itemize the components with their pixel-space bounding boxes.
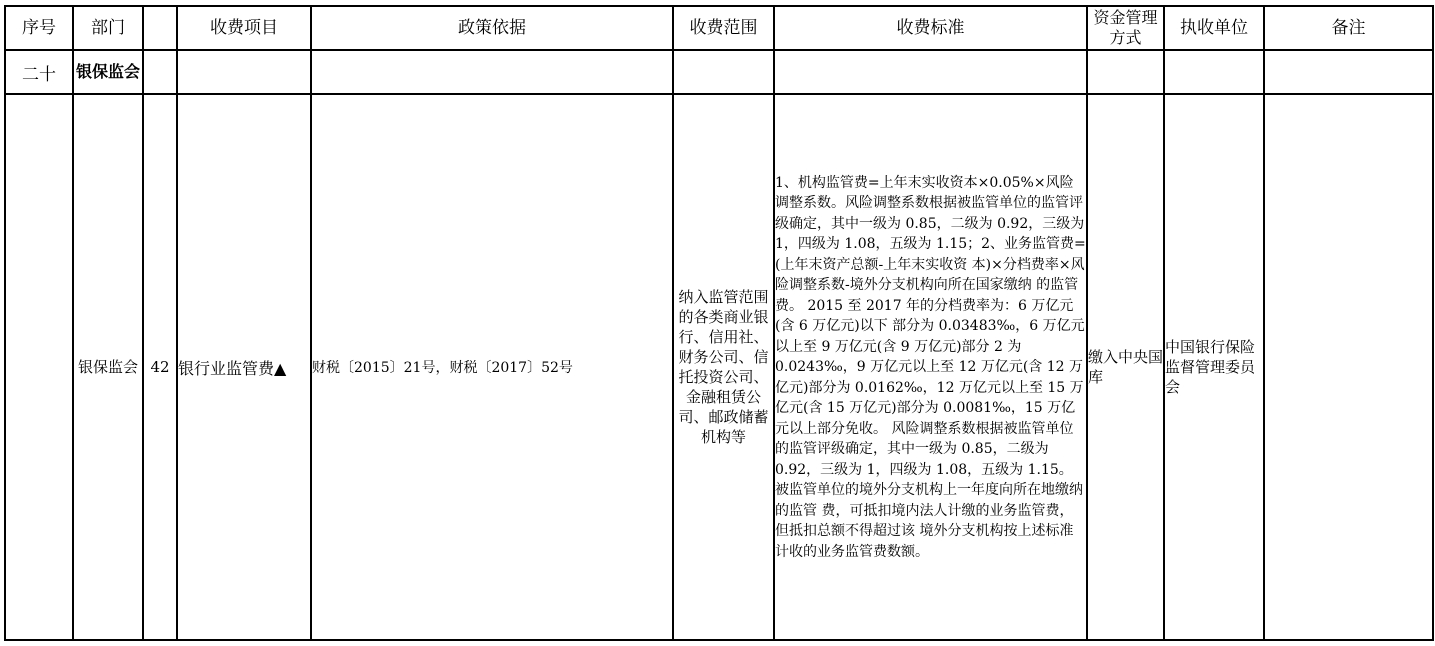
section-empty-cell — [673, 50, 774, 94]
header-standard: 收费标准 — [774, 6, 1087, 50]
header-item: 收费项目 — [177, 6, 311, 50]
fee-table — [4, 5, 1434, 641]
row-dept: 银保监会 — [73, 94, 143, 640]
header-scope: 收费范围 — [673, 6, 774, 50]
row-standard: 1、机构监管费=上年末实收资本×0.05%×风险调整系数。风险调整系数根据被监管单位的监管评级确定，其中一级为 0.85，二级为 0.92，三级为 1，四级为 1.08，五级为 1.15；2、业务监管费=(上年末资产总额-上年末实收资 本)×分档费率×风险调整系数-境外分支机构向所在国家缴纳 的监管费。 2015 至 2017 年的分档费率为：6 万亿元(含 6 万亿元)以下 部分为 0.03483‰，6 万亿元以上至 9 万亿元(含 9 万亿元)部分 2 为 0.0243‰，9 万亿元以上至 12 万亿元(含 12 万亿元)部分为 0.0162‰，12 万亿元以上至 15 万亿元(含 15 万亿元)部分为 0.0081‰，15 万亿元以上部分免收。 风险调整系数根据被监管单位的监管评级确定，其中一级为 0.85，二级为 0.92，三级为 1，四级为 1.08，五级为 1.15。 被监管单位的境外分支机构上一年度向所在地缴纳的监管 费，可抵扣境内法人计缴的业务监管费，但抵扣总额不得超过该 境外分支机构按上述标准计收的业务监管费数额。 — [775, 174, 1086, 560]
section-dept: 银保监会 — [73, 50, 143, 94]
row-remark — [1264, 94, 1433, 640]
section-empty-cell — [774, 50, 1087, 94]
header-dept: 部门 — [73, 6, 143, 50]
row-number: 42 — [143, 94, 177, 640]
header-remark: 备注 — [1264, 6, 1433, 50]
row-seq-cell — [5, 94, 73, 640]
header-basis: 政策依据 — [311, 6, 673, 50]
section-number: 二十 — [5, 50, 73, 94]
section-empty-cell — [177, 50, 311, 94]
table-row — [5, 94, 1433, 640]
row-unit: 中国银行保险监督管理委员会 — [1164, 94, 1264, 640]
section-row — [5, 50, 1433, 94]
section-empty-cell — [1264, 50, 1433, 94]
row-fund: 缴入中央国库 — [1087, 94, 1164, 640]
header-unit: 执收单位 — [1164, 6, 1264, 50]
section-empty-cell — [1087, 50, 1164, 94]
section-empty-cell — [311, 50, 673, 94]
row-scope: 纳入监管范围的各类商业银行、信用社、财务公司、信托投资公司、金融租赁公司、邮政储蓄机构等 — [673, 94, 774, 640]
header-blank — [143, 6, 177, 50]
header-fund: 资金管理方式 — [1087, 6, 1164, 50]
row-basis: 财税〔2015〕21号，财税〔2017〕52号 — [311, 94, 673, 640]
row-standard-cell — [774, 94, 1087, 640]
header-row — [5, 6, 1433, 50]
row-item: 银行业监管费▲ — [177, 94, 311, 640]
header-seq: 序号 — [5, 6, 73, 50]
section-empty-cell — [143, 50, 177, 94]
section-empty-cell — [1164, 50, 1264, 94]
